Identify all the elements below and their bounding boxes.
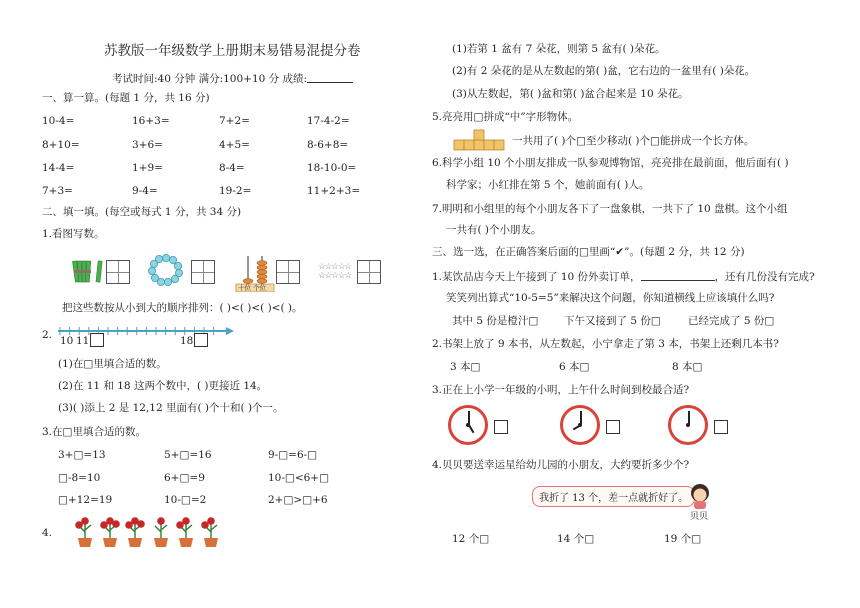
r-q3: (3)从左数起，第( )盆和第( )盆合起来是 10 朵花。: [452, 88, 689, 100]
q3-item[interactable]: □-8=10: [58, 472, 101, 484]
s1-option-c[interactable]: 已经完成了 5 份□: [688, 315, 775, 327]
s1-option-a[interactable]: 其中 5 份是橙汁□: [452, 315, 539, 327]
q6-line-1: 6.科学小组 10 个小朋友排成一队参观博物馆，亮亮排在最前面，他后面有( ): [432, 157, 789, 169]
girl-avatar-icon: [686, 481, 714, 509]
calc-item: 3+6=: [132, 139, 163, 151]
numberline-label-18: 18: [180, 335, 194, 347]
r-q1: (1)若第 1 盆有 7 朵花，则第 5 盆有( )朵花。: [452, 43, 666, 55]
calc-item: 4+5=: [219, 139, 250, 151]
q6-line-2: 科学家；小红排在第 5 个，她前面有( )人。: [446, 179, 650, 191]
clock-icon-2: [560, 405, 600, 445]
q1-answer-grid-1[interactable]: [106, 260, 130, 284]
exam-info: 考试时间:40 分钟 满分:100+10 分 成绩:: [112, 72, 353, 85]
clock-icon-1: [448, 405, 488, 445]
s3-answer-box-3[interactable]: [714, 420, 728, 434]
q5-text: 5.亮亮用□拼成“中”字形物体。: [432, 111, 579, 123]
calc-item: 16+3=: [132, 115, 170, 127]
q3-item[interactable]: 6+□=9: [164, 472, 205, 484]
q2-label: 2.: [42, 329, 53, 341]
page-title: 苏教版一年级数学上册期末易错易混提分卷: [104, 43, 361, 59]
calc-item: 19-2=: [219, 185, 252, 197]
beibei-label: 贝贝: [690, 512, 709, 522]
s4-option-a[interactable]: 12 个□: [452, 533, 490, 545]
q7-line-2: 一共有( )个小朋友。: [446, 224, 542, 236]
numberline-answer-box-1[interactable]: [90, 333, 104, 347]
q3-label: 3.在□里填合适的数。: [42, 426, 146, 438]
q2-c: (3)( )添上 2 是 12,12 里面有( )个十和( )个一。: [58, 402, 284, 414]
calc-item: 7+2=: [219, 115, 250, 127]
numberline-label-11: 11: [76, 335, 90, 347]
flower-pot-image: [99, 514, 121, 548]
flower-pot-image: [175, 514, 197, 548]
calc-item: 14-4=: [42, 162, 75, 174]
calc-item: 10-4=: [42, 115, 75, 127]
calc-item: 11+2+3=: [307, 185, 361, 197]
q1-label: 1.看图写数。: [42, 228, 105, 240]
calc-item: 18-10-0=: [307, 162, 357, 174]
stars-image: ☆☆☆☆☆ ☆☆☆☆☆: [318, 262, 352, 281]
s2-line: 2.书架上放了 9 本书，从左数起，小宁拿走了第 3 本，书架上还剩几本书?: [432, 338, 779, 350]
s2-option-c[interactable]: 8 本□: [672, 361, 703, 373]
section-3-heading: 三、选一选，在正确答案后面的□里画“✔”。(每题 2 分，共 12 分): [432, 246, 745, 258]
calc-item: 7+3=: [42, 185, 73, 197]
calc-item: 8-6+8=: [307, 139, 349, 151]
s1-line-2: 笑笑列出算式“10-5=5”来解决这个问题，你知道横线上应该填什么吗?: [446, 292, 775, 304]
q3-item[interactable]: 5+□=16: [164, 449, 212, 461]
cube-shape-image: [452, 128, 510, 152]
speech-bubble: 我折了 13 个，差一点就折好了。: [532, 486, 695, 507]
section-1-heading: 一、算一算。(每题 1 分，共 16 分): [42, 92, 210, 104]
q3-item[interactable]: 10-□<6+□: [268, 472, 330, 484]
s3-line: 3.正在上小学一年级的小明，上午什么时间到校最合适?: [432, 384, 690, 396]
stick-bundle-image: [72, 258, 106, 284]
numberline-answer-box-2[interactable]: [194, 333, 208, 347]
s4-option-c[interactable]: 19 个□: [664, 533, 702, 545]
q3-item[interactable]: 3+□=13: [58, 449, 106, 461]
q1-answer-grid-4[interactable]: [357, 260, 381, 284]
q2-b: (2)在 11 和 18 这两个数中，( )更接近 14。: [58, 380, 268, 392]
q3-item[interactable]: 2+□>□+6: [268, 494, 328, 506]
calc-item: 9-4=: [132, 185, 158, 197]
numberline-label-10: 10: [60, 335, 74, 347]
s3-answer-box-2[interactable]: [606, 420, 620, 434]
q4-label: 4.: [42, 527, 53, 539]
calc-item: 1+9=: [132, 162, 163, 174]
s3-answer-box-1[interactable]: [494, 420, 508, 434]
q7-line-1: 7.明明和小组里的每个小朋友各下了一盘象棋，一共下了 10 盘棋。这个小组: [432, 203, 788, 215]
section-2-heading: 二、填一填。(每空或每式 1 分，共 34 分): [42, 206, 242, 218]
flower-pot-image: [200, 514, 222, 548]
abacus-tens-label: 十位 个位: [238, 284, 267, 292]
s2-option-a[interactable]: 3 本□: [450, 361, 481, 373]
s2-option-b[interactable]: 6 本□: [559, 361, 590, 373]
flower-pot-image: [150, 514, 172, 548]
q1-answer-grid-2[interactable]: [191, 260, 215, 284]
bead-ring-image: [148, 254, 184, 286]
q3-item[interactable]: □+12=19: [58, 494, 113, 506]
flower-pot-image: [74, 514, 96, 548]
q5-line: 一共用了( )个□至少移动( )个□能拼成一个长方体。: [512, 135, 755, 147]
calc-item: 8-4=: [219, 162, 245, 174]
s1-option-b[interactable]: 下午又接到了 5 份□: [564, 315, 661, 327]
q3-item[interactable]: 10-□=2: [164, 494, 207, 506]
calc-item: 17-4-2=: [307, 115, 350, 127]
r-q2: (2)有 2 朵花的是从左数起的第( )盆，它右边的一盆里有( )朵花。: [452, 65, 756, 77]
s4-option-b[interactable]: 14 个□: [557, 533, 595, 545]
s1-line-1: 1.某饮品店今天上午接到了 10 份外卖订单， ，还有几份没有完成?: [432, 271, 815, 283]
q3-item[interactable]: 9-□=6-□: [268, 449, 318, 461]
q1-answer-grid-3[interactable]: [276, 260, 300, 284]
calc-item: 8+10=: [42, 139, 80, 151]
q1-order-line: 把这些数按从小到大的顺序排列：( )<( )<( )<( )。: [62, 302, 303, 314]
clock-icon-3: [668, 405, 708, 445]
s4-line: 4.贝贝要送幸运星给幼儿园的小朋友，大约要折多少个?: [432, 459, 690, 471]
q2-a: (1)在□里填合适的数。: [58, 358, 167, 370]
flower-pot-image: [124, 514, 146, 548]
